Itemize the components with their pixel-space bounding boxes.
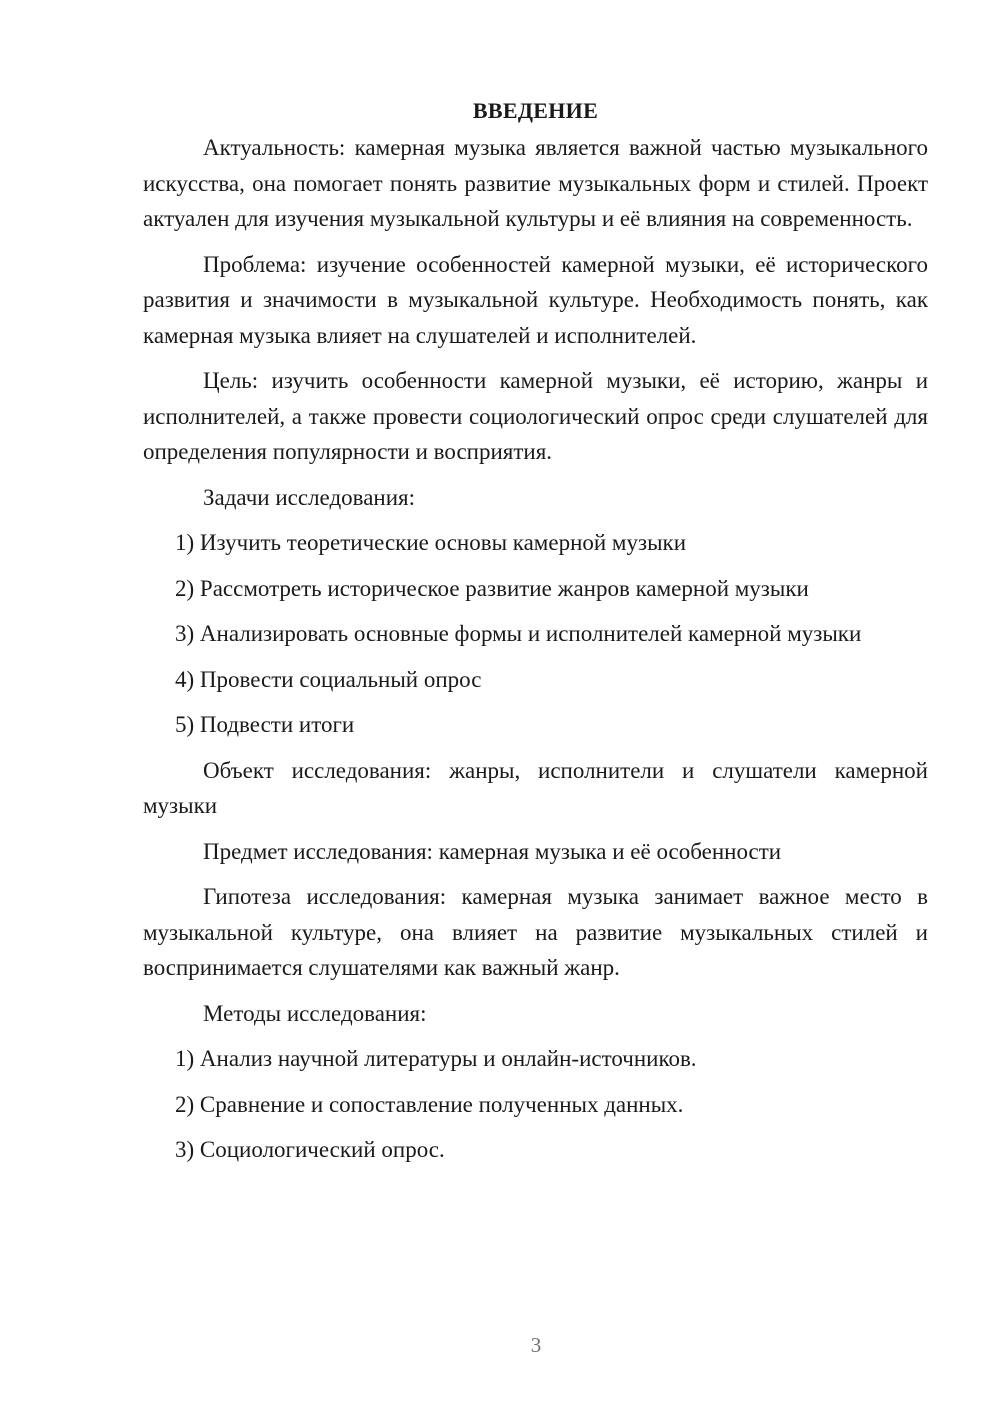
methods-heading: Методы исследования: (203, 1000, 427, 1026)
methods-list (143, 1041, 928, 1168)
list-item: 3) Социологический опрос. (175, 1137, 445, 1162)
hypothesis-paragraph: Гипотеза исследования: камерная музыка занимает важное место в музыкальной культуре, она влияет на развитие музыкальных стилей и воспринимается слушателями как важный жанр. (143, 884, 928, 980)
list-item: 2) Сравнение и сопоставление полученных данных. (175, 1091, 684, 1117)
list-item: 3) Анализировать основные формы и исполнителей камерной музыки (175, 621, 862, 646)
list-item: 5) Подвести итоги (175, 712, 355, 737)
list-item: 1) Анализ научной литературы и онлайн-источников. (175, 1046, 697, 1071)
tasks-heading: Задачи исследования: (203, 484, 416, 510)
list-item: 1) Изучить теоретические основы камерной музыки (175, 530, 687, 555)
page-title: ВВЕДЕНИЕ (472, 98, 599, 123)
goal-paragraph: Цель: изучить особенности камерной музыки, её историю, жанры и исполнителей, а также провести социологический опрос среди слушателей для определения популярности и восприятия. (143, 368, 928, 464)
object-paragraph: Объект исследования: жанры, исполнители и слушатели камерной музыки (143, 757, 928, 818)
list-item: 2) Рассмотреть историческое развитие жанров камерной музыки (175, 575, 809, 601)
subject-paragraph: Предмет исследования: камерная музыка и её особенности (203, 838, 782, 864)
relevance-paragraph: Актуальность: камерная музыка является важной частью музыкального искусства, она помогает понять развитие музыкальных форм и стилей. Проект актуален для изучения музыкальной культуры и её влияния на современность. (143, 135, 928, 231)
page-number: 3 (530, 1333, 542, 1357)
tasks-list (143, 525, 928, 743)
document-page (143, 96, 928, 1178)
list-item: 4) Провести социальный опрос (175, 666, 482, 692)
problem-paragraph: Проблема: изучение особенностей камерной музыки, её исторического развития и значимости в музыкальной культуре. Необходимость понять, как камерная музыка влияет на слушателей и исполнителей. (143, 251, 928, 348)
